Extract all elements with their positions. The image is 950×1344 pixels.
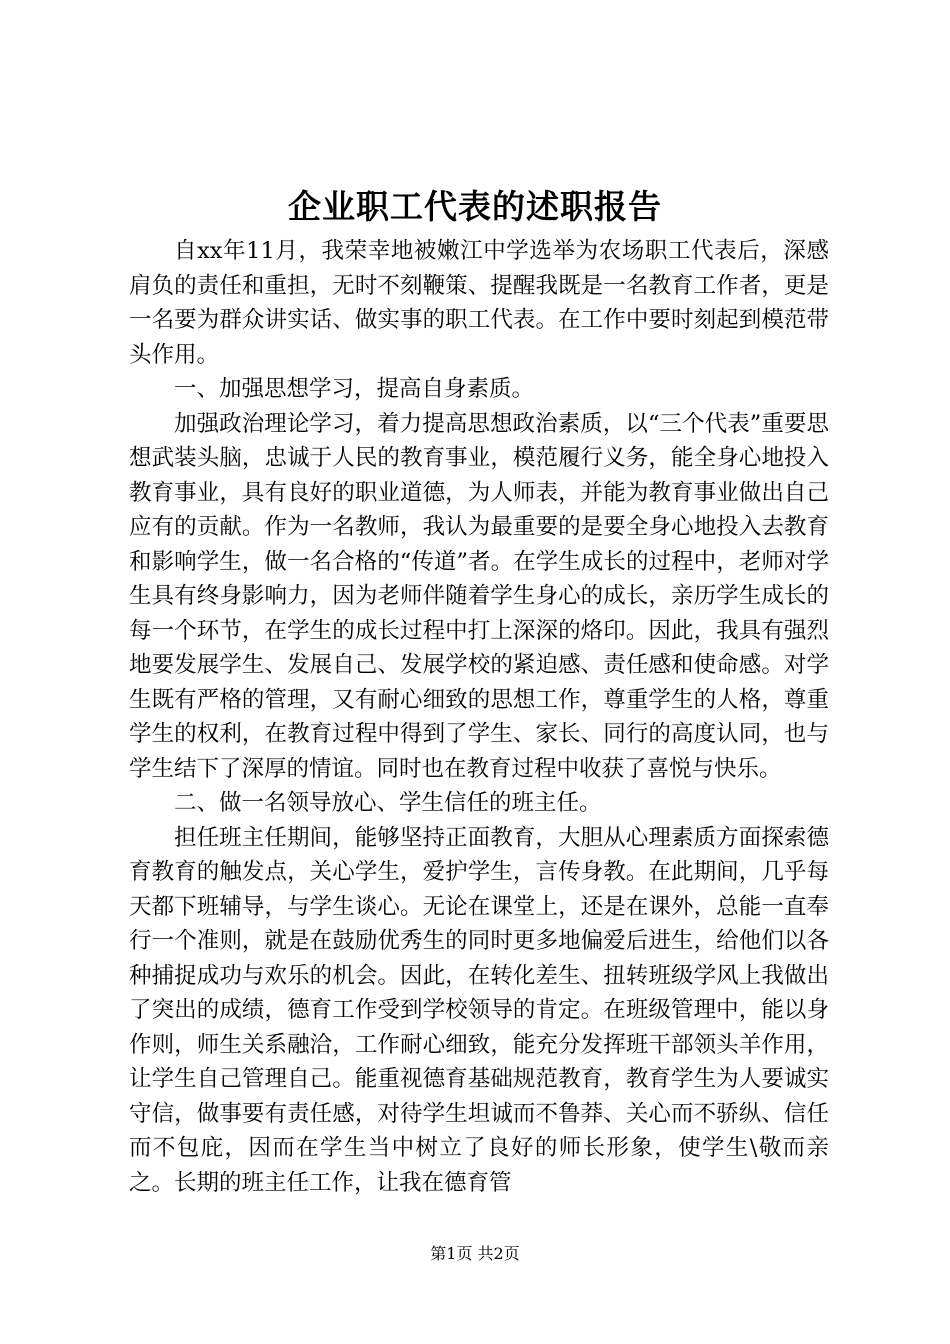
paragraph-section-1: 加强政治理论学习，着力提高思想政治素质，以“三个代表”重要思想武装头脑，忠诚于人民的教育事业，模范履行义务，能全身心地投入教育事业，具有良好的职业道德，为人师表，并能为教育事业做出自己应有的贡献。作为一名教师，我认为最重要的是要全身心地投入去教育和影响学生，做一名合格的“传道”者。在学生成长的过程中，老师对学生具有终身影响力，因为老师伴随着学生身心的成长，亲历学生成长的每一个环节，在学生的成长过程中打上深深的烙印。因此，我具有强烈地要发展学生、发展自己、发展学校的紧迫感、责任感和使命感。对学生既有严格的管理，又有耐心细致的思想工作，尊重学生的人格，尊重学生的权利，在教育过程中得到了学生、家长、同行的高度认同，也与学生结下了深厚的情谊。同时也在教育过程中收获了喜悦与快乐。 [129,410,829,782]
document-title: 企业职工代表的述职报告 [288,187,662,226]
section-heading-2: 二、做一名领导放心、学生信任的班主任。 [174,790,602,816]
document-body [129,234,829,1200]
page-number-footer: 第1页 共2页 [430,1244,520,1263]
paragraph-intro: 自xx年11月，我荣幸地被嫩江中学选举为农场职工代表后，深感肩负的责任和重担，无时不刻鞭策、提醒我既是一名教育工作者，更是一名要为群众讲实话、做实事的职工代表。在工作中要时刻起到模范带头作用。 [129,238,829,368]
paragraph-section-2: 担任班主任期间，能够坚持正面教育，大胆从心理素质方面探索德育教育的触发点，关心学生，爱护学生，言传身教。在此期间，几乎每天都下班辅导，与学生谈心。无论在课堂上，还是在课外，总能一直奉行一个准则，就是在鼓励优秀生的同时更多地偏爱后进生，给他们以各种捕捉成功与欢乐的机会。因此，在转化差生、扭转班级学风上我做出了突出的成绩，德育工作受到学校领导的肯定。在班级管理中，能以身作则，师生关系融洽，工作耐心细致，能充分发挥班干部领头羊作用，让学生自己管理自己。能重视德育基础规范教育，教育学生为人要诚实守信，做事要有责任感，对待学生坦诚而不鲁莽、关心而不骄纵、信任而不包庇，因而在学生当中树立了良好的师长形象，使学生\敬而亲之。长期的班主任工作，让我在德育管 [129,824,829,1196]
section-heading-1: 一、加强思想学习，提高自身素质。 [174,376,535,402]
